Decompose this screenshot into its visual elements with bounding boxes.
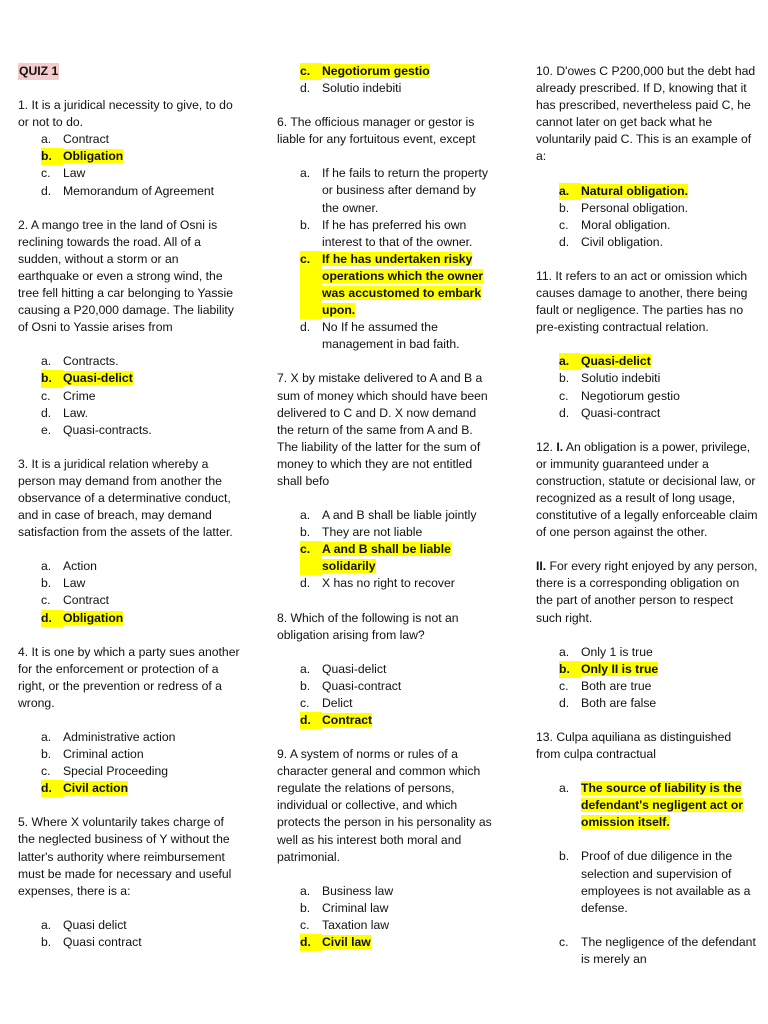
option-answer: d. Civil law	[300, 934, 492, 951]
column-right	[536, 63, 758, 968]
option: a. Contracts.	[41, 354, 119, 369]
option: a. Action	[41, 559, 97, 574]
question-6: 6. The officious manager or gestor is liable for any fortuitous event, except	[277, 115, 476, 147]
q8-options	[277, 661, 492, 729]
option: b. Proof of due diligence in the selection and supervision of employees is not available as a defense.	[559, 849, 751, 915]
option: a. Only 1 is true	[559, 644, 653, 659]
option-answer: d. Obligation	[41, 610, 240, 627]
option: b. Quasi-contract	[300, 678, 402, 693]
option: d. Civil obligation.	[559, 234, 663, 249]
question-11: 11. It refers to an act or omission which causes damage to another, there being fault or negligence. The parties has no pre-existing contractual relation.	[536, 268, 748, 335]
question-8: 8. Which of the following is not an obligation arising from law?	[277, 610, 459, 642]
option: c. Law	[41, 166, 86, 181]
option-answer: a. The source of liability is the defendant's negligent act or omission itself.	[559, 781, 744, 830]
option-answer: c. Negotiorum gestio	[300, 63, 492, 80]
option: c. Delict	[300, 695, 353, 710]
option: c. Moral obligation.	[559, 217, 671, 232]
option: c. Both are true	[559, 678, 652, 693]
q13-options	[536, 780, 758, 968]
question-2: 2. A mango tree in the land of Osni is reclining towards the road. All of a sudden, without a storm or an earthquake or even a strong wind, the tree fell hitting a car belonging to Yassie causing a P20,000 damage. The liability of Osni to Yassie arises from	[18, 217, 234, 335]
question-13: 13. Culpa aquiliana as distinguished from culpa contractual	[536, 730, 732, 762]
option: b. Personal obligation.	[559, 200, 689, 215]
option: a. If he fails to return the property or business after demand by the owner.	[300, 166, 488, 215]
option: c. Negotiorum gestio	[559, 388, 680, 403]
question-5: 5. Where X voluntarily takes charge of the neglected business of Y without the latter's authority where reimbursement must be made for necessary and useful expenses, there is a:	[18, 815, 232, 898]
column-middle	[277, 63, 492, 951]
question-10: 10. D'owes C P200,000 but the debt had already prescribed. If D, knowing that it has prescribed, nevertheless paid C, he cannot later on get back what he voluntarily paid C. This is an example of a:	[536, 64, 756, 164]
column-left	[18, 63, 240, 951]
option-answer: a. Quasi-delict	[559, 353, 758, 370]
option: c. Crime	[41, 388, 96, 403]
option: d. Law.	[41, 405, 89, 420]
option: c. The negligence of the defendant is merely an	[559, 934, 756, 966]
option: a. Contract	[41, 132, 110, 147]
q10-options	[536, 183, 758, 251]
option: d. Quasi-contract	[559, 405, 661, 420]
option-answer: b. Obligation	[41, 148, 240, 165]
option: a. A and B shall be liable jointly	[300, 508, 477, 523]
q9-options	[277, 883, 492, 951]
option: b. Solutio indebiti	[559, 371, 661, 386]
option: b. Quasi contract	[41, 934, 142, 949]
option-answer: b. Only II is true	[559, 661, 758, 678]
option: a. Administrative action	[41, 730, 176, 744]
question-4: 4. It is one by which a party sues another for the enforcement or protection of a right, or the prevention or redress of a wrong.	[18, 644, 240, 710]
question-1: 1. It is a juridical necessity to give, to do or not to do.	[18, 98, 233, 130]
q11-options	[536, 353, 758, 421]
option: b. Criminal action	[41, 747, 144, 762]
quiz-title: QUIZ 1	[18, 63, 59, 80]
option: c. Special Proceeding	[41, 764, 169, 779]
option: d. No If he assumed the management in bad faith.	[300, 320, 460, 352]
question-12-statement-1: 12. I. An obligation is a power, privilege, or immunity guaranteed under a construction, statute or decisional law, or recognized as a result of long usage, constitutive of a legally enforceable claim of one person against the other.	[536, 439, 758, 540]
q12-options	[536, 644, 758, 712]
option-answer: b. Quasi-delict	[41, 370, 240, 387]
question-3: 3. It is a juridical relation whereby a person may demand from another the observance of a determinative conduct, and in case of breach, may demand satisfaction from the assets of the latter.	[18, 456, 233, 540]
option: d. Both are false	[559, 695, 657, 710]
option: b. They are not liable	[300, 525, 423, 540]
option: d. Memorandum of Agreement	[41, 183, 215, 198]
option-answer: a. Natural obligation.	[559, 183, 758, 200]
q5-options-continued	[277, 63, 492, 97]
option: b. If he has preferred his own interest to that of the owner.	[300, 217, 473, 249]
option-answer: c. A and B shall be liable solidarily	[300, 541, 492, 575]
question-9: 9. A system of norms or rules of a character general and common which regulate the relations of persons, individual or collective, and which protects the person in his personality as well as his interest both moral and patrimonial.	[277, 747, 492, 864]
q7-options	[277, 507, 492, 592]
q6-options	[277, 165, 492, 353]
option-answer: d. Contract	[300, 712, 492, 729]
option: a. Business law	[300, 883, 394, 898]
option: c. Taxation law	[300, 917, 390, 932]
q1-options	[18, 131, 240, 199]
option-answer: d. Civil action	[41, 780, 240, 797]
option: c. Contract	[41, 593, 110, 608]
q3-options	[18, 558, 240, 626]
option: b. Criminal law	[300, 900, 389, 915]
question-7: 7. X by mistake delivered to A and B a sum of money which should have been delivered to C and D. X now demand the return of the same from A and B. The liability of the latter for the sum of money to which they are not entitled shall befo	[277, 371, 488, 488]
q5-options	[18, 917, 240, 951]
option: b. Law	[41, 576, 86, 591]
option: d. Solutio indebiti	[300, 81, 402, 96]
q4-options	[18, 729, 240, 797]
option: e. Quasi-contracts.	[41, 422, 152, 437]
question-12-statement-2: II. For every right enjoyed by any person, there is a corresponding obligation on the part of another person to respect such right.	[536, 559, 758, 625]
q2-options	[18, 353, 240, 438]
option: a. Quasi delict	[41, 917, 127, 932]
option: d. X has no right to recover	[300, 576, 455, 591]
option-answer: c. If he has undertaken risky operations which the owner was accustomed to embark upon.	[300, 251, 492, 319]
option: a. Quasi-delict	[300, 661, 387, 676]
